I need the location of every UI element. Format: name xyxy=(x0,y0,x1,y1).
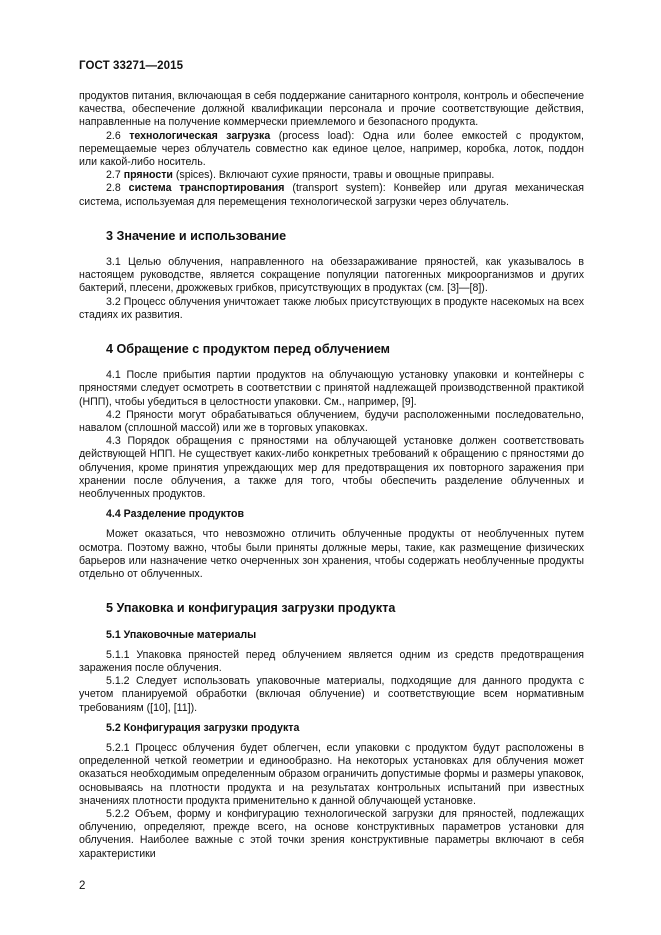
paragraph-4-2: 4.2 Пряности могут обрабатываться облучением, будучи расположенными последовательно, навалом (сплошной массой) или же в торговых упаковках. xyxy=(79,408,584,435)
term-name: система транспортирования xyxy=(128,182,285,195)
paragraph-4-4: Может оказаться, что невозможно отличить облученные продукты от необлученных путем осмотра. Поэтому важно, чтобы были приняты должные меры, такие, как размещение физических барьеров или назначение четко очерченных зон хранения, чтобы содержать необлученные продукты отдельно от облученных. xyxy=(79,528,584,581)
paragraph-5-1-1: 5.1.1 Упаковка пряностей перед облучением является одним из средств предотвращения заражения после облучения. xyxy=(79,648,584,674)
paragraph-3-1: 3.1 Целью облучения, направленного на обеззараживание пряностей, как указывалось в настоящем руководстве, является сокращение популяции патогенных микроорганизмов и других бактерий, плесени, дрожжевых грибков, присутствующих в продуктах (см. [3]—[8]). xyxy=(79,256,584,295)
term-2-7 xyxy=(79,169,584,182)
term-definition: (process load): Одна или более емкостей с продуктом, перемещаемые через облучатель совместно как единое целое, например, коробка, лоток, поддон или какой-либо носитель. xyxy=(79,129,584,169)
section-4-heading: 4 Обращение с продуктом перед облучением xyxy=(106,342,390,357)
paragraph-5-2-1: 5.2.1 Процесс облучения будет облегчен, если упаковки с продуктом будут расположены в определенной четкой геометрии и единообразно. На некоторых установках для облучения может оказаться необходимым определенным образом ограничить допустимые формы и размеры упаковок, основываясь на плотности продукта и на результатах контрольных испытаний при известных значениях плотности продукта применительно к данной облучающей установке. xyxy=(79,741,584,807)
paragraph-5-2-2: 5.2.2 Объем, форму и конфигурацию технологической загрузки для пряностей, подлежащих облучению, определяют, прежде всего, на основе конструктивных параметров установки для облучения. Наиболее важные с этой точки зрения конструктивные параметры включают в себя характеристики xyxy=(79,807,584,860)
term-2-6 xyxy=(79,130,584,170)
paragraph-3-2: 3.2 Процесс облучения уничтожает также любых присутствующих в продукте насекомых на всех стадиях их развития. xyxy=(79,295,584,321)
intro-continuation: продуктов питания, включающая в себя поддержание санитарного контроля, контроль и обеспечение качества, обеспечение должной квалификации персонала и прочие соответствующие действия, направленные на получение коммерчески приемлемого и безопасного продукта. xyxy=(79,90,584,129)
paragraph-4-1: 4.1 После прибытия партии продуктов на облучающую установку упаковки и контейнеры с пряностями следует осмотреть в соответствии с принятой надлежащей производственной практикой (НПП), чтобы убедиться в целостности упаковки. См., например, [9]. xyxy=(79,369,584,408)
term-number: 2.6 xyxy=(106,129,121,142)
term-definition: (spices). Включают сухие пряности, травы и овощные приправы. xyxy=(172,169,495,182)
term-definition: (transport system): Конвейер или другая механическая система, используемая для перемещения технологической загрузки через облучатель. xyxy=(79,182,584,208)
paragraph-4-3: 4.3 Порядок обращения с пряностями на облучающей установке должен соответствовать действующей НПП. Не существует каких-либо конкретных требований к обращению с пряностями до облучения, кроме принятия упреждающих мер для предотвращения их повторного заражения при хранении после облучения, а также для того, чтобы обеспечить разделение облученных и необлученных продуктов. xyxy=(79,435,584,501)
subsection-5-2-heading: 5.2 Конфигурация загрузки продукта xyxy=(106,721,300,734)
term-number: 2.8 xyxy=(106,182,121,195)
term-name: технологическая загрузка xyxy=(129,129,271,142)
subsection-4-4-heading: 4.4 Разделение продуктов xyxy=(106,508,245,521)
term-number: 2.7 xyxy=(106,169,121,182)
document-body xyxy=(79,90,584,861)
section-3-heading: 3 Значение и использование xyxy=(106,228,287,243)
term-2-8 xyxy=(79,182,584,208)
paragraph-5-1-2: 5.1.2 Следует использовать упаковочные материалы, подходящие для данного продукта с учетом планируемой обработки (включая облучение) и соответствующие всем нормативным требованиям ([10], [11]). xyxy=(79,675,584,714)
section-5-heading: 5 Упаковка и конфигурация загрузки продукта xyxy=(106,601,396,616)
term-name: пряности xyxy=(123,169,173,182)
document-header: ГОСТ 33271—2015 xyxy=(79,60,184,72)
subsection-5-1-heading: 5.1 Упаковочные материалы xyxy=(106,628,257,641)
page-number: 2 xyxy=(79,880,86,892)
